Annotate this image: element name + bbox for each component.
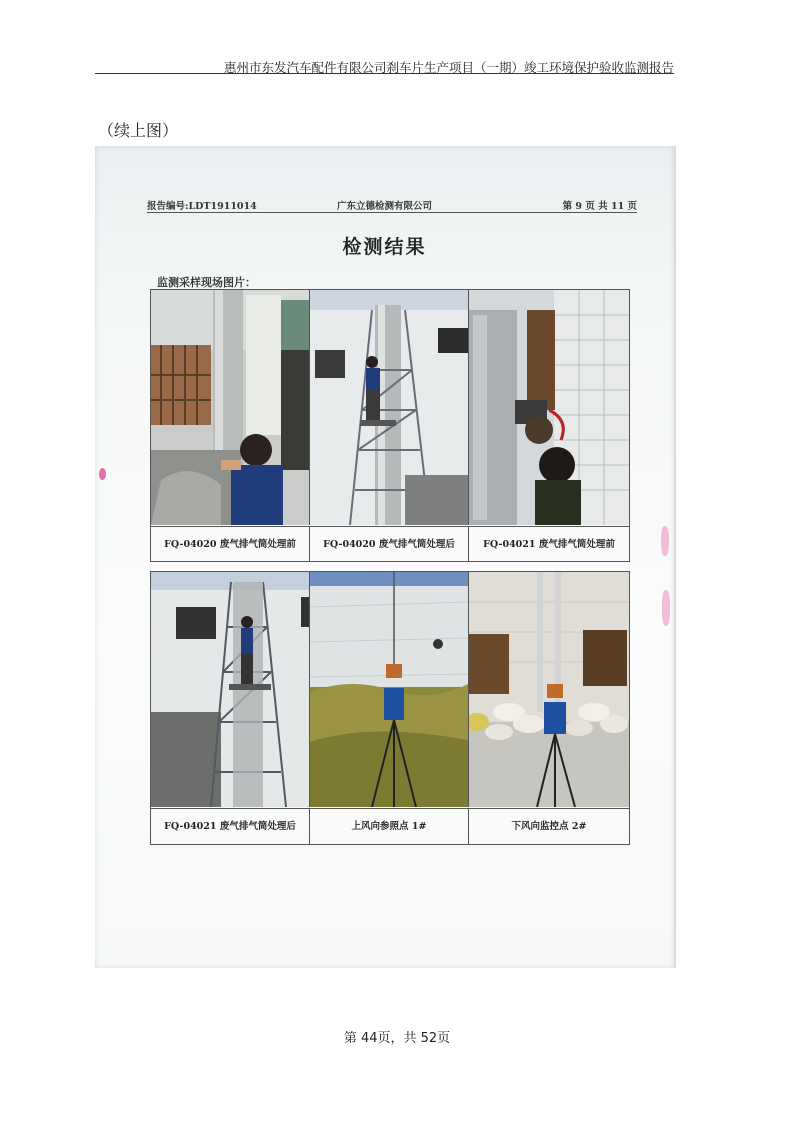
results-title: 检测结果: [342, 236, 427, 258]
continued-label: （续上图）: [98, 121, 179, 140]
site-photo-downwind-monitor-2: [469, 572, 630, 807]
photo-caption: 上风向参照点 1#: [310, 808, 469, 844]
photo-grid-row-1: [150, 289, 630, 562]
report-number: 报告编号:LDT1911014: [147, 201, 257, 212]
page-number: 第 44页，共 52页: [343, 1031, 451, 1046]
testing-company: 广东立德检测有限公司: [337, 201, 433, 212]
site-photo-fq04020-before: [151, 290, 310, 525]
scan-page-info: 第 9 页 共 11 页: [562, 201, 637, 212]
photo-caption: FQ-04021 废气排气筒处理后: [151, 808, 310, 844]
photo-caption: FQ-04020 废气排气筒处理前: [151, 526, 310, 562]
site-photo-fq04021-after: [151, 572, 310, 807]
photo-grid-row-2: [150, 571, 630, 845]
stamp-mark: [661, 526, 669, 556]
scanned-report-page: [95, 146, 676, 968]
scan-header-divider: [147, 212, 637, 213]
stamp-mark: [662, 590, 670, 626]
header-divider: [95, 73, 674, 74]
site-photo-fq04020-after: [310, 290, 469, 525]
stamp-mark: [99, 468, 106, 480]
photo-caption: FQ-04020 废气排气筒处理后: [310, 526, 469, 562]
photo-caption: 下风向监控点 2#: [469, 808, 629, 844]
site-photo-upwind-reference-1: [310, 572, 469, 807]
report-header-title: 惠州市东发汽车配件有限公司刹车片生产项目（一期）竣工环境保护验收监测报告: [223, 60, 674, 75]
photos-subtitle: 监测采样现场图片：: [157, 276, 256, 289]
photo-caption: FQ-04021 废气排气筒处理前: [469, 526, 629, 562]
site-photo-fq04021-before: [469, 290, 630, 525]
